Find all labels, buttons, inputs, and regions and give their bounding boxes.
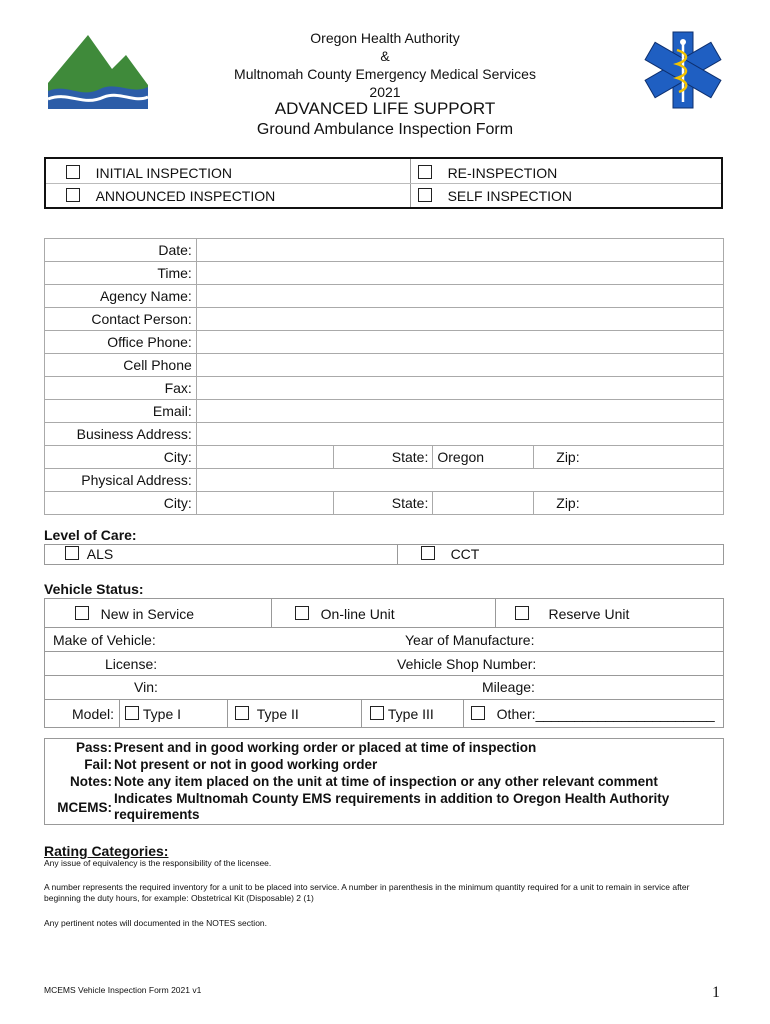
type-1-checkbox[interactable] — [125, 706, 139, 720]
reserve-unit-option[interactable]: Reserve Unit — [515, 606, 629, 622]
org-line-3: Multnomah County Emergency Medical Services — [234, 66, 536, 82]
type-1-option[interactable]: Type I — [125, 706, 181, 722]
state-field[interactable] — [433, 492, 534, 515]
zip-label: Zip: — [556, 495, 580, 511]
rating-paragraph-1: Any issue of equivalency is the responsibility of the licensee. — [44, 858, 272, 868]
license-label: License: — [105, 656, 158, 672]
self-inspection-checkbox[interactable] — [418, 188, 432, 202]
cell-phone-label: Cell Phone — [45, 354, 197, 377]
vehicle-status-box — [44, 598, 724, 728]
form-year: 2021 — [369, 84, 401, 100]
reinspection-checkbox[interactable] — [418, 165, 432, 179]
vin-label: Vin: — [134, 679, 158, 695]
rating-paragraph-3: Any pertinent notes will documented in the NOTES section. — [44, 918, 268, 928]
level-of-care-box — [44, 544, 724, 565]
legend-table — [44, 738, 724, 825]
vehicle-status-heading: Vehicle Status: — [44, 581, 144, 597]
date-field[interactable] — [196, 239, 723, 262]
rating-categories-heading: Rating Categories: — [44, 843, 169, 859]
notes-label: Notes: — [69, 774, 112, 789]
vehicle-shop-number-label: Vehicle Shop Number: — [397, 656, 537, 672]
state-field[interactable]: Oregon — [433, 446, 534, 469]
physical-address-field[interactable] — [196, 469, 723, 492]
self-inspection-option[interactable]: SELF INSPECTION — [418, 188, 572, 204]
contact-person-field[interactable] — [196, 308, 723, 331]
star-of-life-icon — [643, 30, 723, 110]
other-option[interactable]: Other:_______________________ — [471, 706, 715, 722]
physical-address-label: Physical Address: — [45, 469, 197, 492]
mcems-label: MCEMS: — [57, 799, 112, 815]
online-unit-checkbox[interactable] — [295, 606, 309, 620]
page-number: 1 — [712, 984, 720, 1001]
pass-label: Pass: — [75, 740, 112, 755]
reinspection-option[interactable]: RE-INSPECTION — [418, 165, 557, 181]
initial-inspection-checkbox[interactable] — [66, 165, 80, 179]
als-option[interactable]: ALS — [65, 546, 113, 562]
fail-description: Not present or not in good working order — [114, 757, 378, 772]
org-line-2: & — [380, 48, 390, 64]
contact-person-label: Contact Person: — [45, 308, 197, 331]
type-3-option[interactable]: Type III — [370, 706, 434, 722]
city-label: City: — [45, 492, 197, 515]
fail-label: Fail: — [84, 757, 112, 772]
type-2-checkbox[interactable] — [235, 706, 249, 720]
year-of-manufacture-label: Year of Manufacture: — [405, 632, 535, 648]
city-field[interactable] — [196, 446, 333, 469]
online-unit-option[interactable]: On-line Unit — [295, 606, 395, 622]
oregon-health-authority-logo — [48, 33, 148, 111]
state-label: State: — [333, 492, 433, 515]
level-of-care-heading: Level of Care: — [44, 527, 137, 543]
cct-option[interactable]: CCT — [421, 546, 479, 562]
city-field[interactable] — [196, 492, 333, 515]
make-of-vehicle-label: Make of Vehicle: — [53, 632, 156, 648]
reserve-unit-checkbox[interactable] — [515, 606, 529, 620]
type-3-checkbox[interactable] — [370, 706, 384, 720]
footer-form-name: MCEMS Vehicle Inspection Form 2021 v1 — [44, 985, 202, 995]
agency-info-table — [44, 238, 724, 515]
business-address-label: Business Address: — [45, 423, 197, 446]
zip-cell[interactable] — [534, 446, 724, 469]
inspection-type-box — [44, 157, 723, 209]
cct-checkbox[interactable] — [421, 546, 435, 560]
initial-inspection-option[interactable]: INITIAL INSPECTION — [66, 165, 232, 181]
email-label: Email: — [45, 400, 197, 423]
cell-phone-field[interactable] — [196, 354, 723, 377]
email-field[interactable] — [196, 400, 723, 423]
city-label: City: — [45, 446, 197, 469]
other-checkbox[interactable] — [471, 706, 485, 720]
header-block — [150, 29, 620, 101]
office-phone-label: Office Phone: — [45, 331, 197, 354]
time-label: Time: — [45, 262, 197, 285]
new-in-service-checkbox[interactable] — [75, 606, 89, 620]
time-field[interactable] — [196, 262, 723, 285]
rating-paragraph-2: A number represents the required inventory for a unit to be placed into service. A number in parenthesis in the minimum quantity required for a unit to remain in service after beginning the duty hours, for example: Obstetrical Kit (Disposable) 2 (1) — [44, 882, 690, 903]
org-line-1: Oregon Health Authority — [310, 30, 460, 46]
fax-field[interactable] — [196, 377, 723, 400]
announced-inspection-checkbox[interactable] — [66, 188, 80, 202]
agency-name-label: Agency Name: — [45, 285, 197, 308]
agency-name-field[interactable] — [196, 285, 723, 308]
office-phone-field[interactable] — [196, 331, 723, 354]
zip-label: Zip: — [556, 449, 580, 465]
date-label: Date: — [45, 239, 197, 262]
business-address-field[interactable] — [196, 423, 723, 446]
mileage-label: Mileage: — [482, 679, 535, 695]
form-subtitle: Ground Ambulance Inspection Form — [256, 121, 514, 138]
als-checkbox[interactable] — [65, 546, 79, 560]
model-label: Model: — [72, 706, 115, 722]
notes-description: Note any item placed on the unit at time of inspection or any other relevant comment — [114, 774, 658, 789]
state-label: State: — [333, 446, 433, 469]
announced-inspection-option[interactable]: ANNOUNCED INSPECTION — [66, 188, 275, 204]
new-in-service-option[interactable]: New in Service — [75, 606, 194, 622]
mcems-description: Indicates Multnomah County EMS requirements in addition to Oregon Health Authority requirements — [114, 791, 670, 822]
zip-cell[interactable] — [534, 492, 724, 515]
pass-description: Present and in good working order or placed at time of inspection — [114, 740, 537, 755]
fax-label: Fax: — [45, 377, 197, 400]
form-title: ADVANCED LIFE SUPPORT — [274, 99, 496, 118]
type-2-option[interactable]: Type II — [235, 706, 299, 722]
